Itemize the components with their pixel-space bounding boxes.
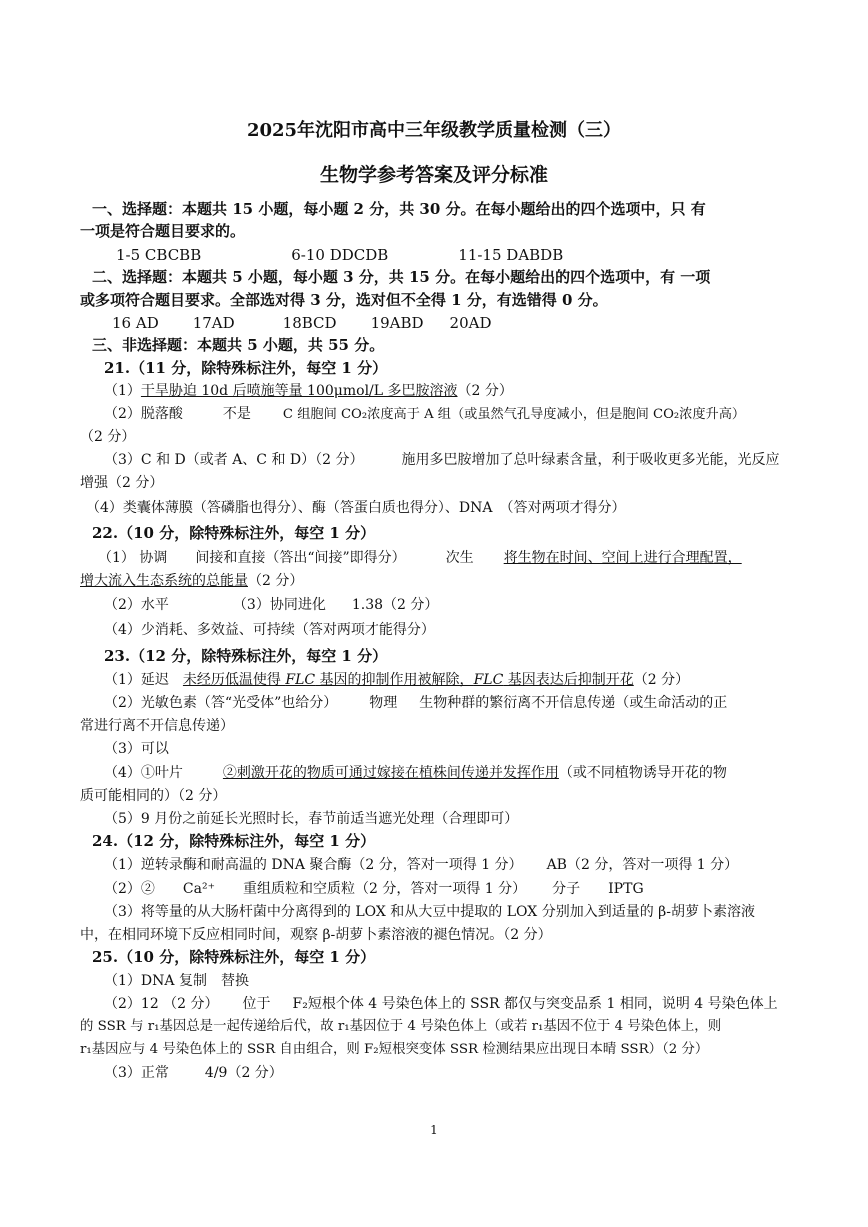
q23-answer-3: （3）可以 xyxy=(104,741,169,757)
q23-answer-1: （1）延迟 未经历低温使得 FLC 基因的抑制作用被解除，FLC 基因表达后抑制开花（2 分） xyxy=(104,672,690,688)
q24-answer-2: （2）② Ca²⁺ 重组质粒和空质粒（2 分，答对一项得 1 分） 分子 IPTG xyxy=(104,881,644,897)
section3-heading: 三、非选择题：本题共 5 小题，共 55 分。 xyxy=(92,336,385,354)
q25-answer-2-cont-1: 的 SSR 与 r₁基因总是一起传递给后代，故 r₁基因位于 4 号染色体上（或若 r₁基因不位于 4 号染色体上，则 xyxy=(80,1019,722,1034)
section1-line1: 一、选择题：本题共 15 小题，每小题 2 分，共 30 分。在每小题给出的四个选项中，只 有 xyxy=(92,200,706,218)
section1-answers xyxy=(116,246,563,264)
section2-line1: 二、选择题：本题共 5 小题，每小题 3 分，共 15 分。在每小题给出的四个选项中，有 一项 xyxy=(92,268,711,286)
document-subtitle: 生物学参考答案及评分标准 xyxy=(319,164,548,186)
answer-group: 6-10 DDCDB xyxy=(291,246,389,264)
q21-answer-1: （1）干旱胁迫 10d 后喷施等量 100μmol/L 多巴胺溶液（2 分） xyxy=(104,383,513,399)
answer-group: 19ABD xyxy=(370,314,424,332)
q23-answer-2-cont: 常进行离不开信息传递） xyxy=(80,718,234,734)
section2-line2: 或多项符合题目要求。全部选对得 3 分，选对但不全得 1 分，有选错得 0 分。 xyxy=(80,291,608,309)
q25-answer-1: （1）DNA 复制 替换 xyxy=(104,973,249,989)
section2-answers xyxy=(112,314,492,332)
q21-answer-4: （4）类囊体薄膜（答磷脂也得分）、酶（答蛋白质也得分）、DNA （答对两项才得分） xyxy=(86,500,626,516)
q24-answer-3: （3）将等量的从大肠杆菌中分离得到的 LOX 和从大豆中提取的 LOX 分别加入到适量的 β-胡萝卜素溶液 xyxy=(104,904,755,920)
q21-answer-3-cont: 增强（2 分） xyxy=(80,475,164,491)
q21-answer-2: （2）脱落酸 不是 C 组胞间 CO₂浓度高于 A 组（或虽然气孔导度减小，但是胞间 CO₂浓度升高） xyxy=(104,406,746,422)
answer-group: 11-15 DABDB xyxy=(458,246,564,264)
answer-group: 1-5 CBCBB xyxy=(116,246,202,264)
q23-answer-4: （4）①叶片 ②刺激开花的物质可通过嫁接在植株间传递并发挥作用（或不同植物诱导开花的物 xyxy=(104,765,727,781)
q23-answer-4-cont: 质可能相同的）（2 分） xyxy=(80,788,227,804)
answer-group: 16 AD xyxy=(112,314,159,332)
q24-answer-1: （1）逆转录酶和耐高温的 DNA 聚合酶（2 分，答对一项得 1 分） AB（2 分，答对一项得 1 分） xyxy=(104,857,739,873)
answer-group: 17AD xyxy=(192,314,235,332)
q22-answer-2-3: （2）水平 （3）协同进化 1.38（2 分） xyxy=(104,597,439,613)
q25-answer-2-cont-2: r₁基因应与 4 号染色体上的 SSR 自由组合，则 F₂短根突变体 SSR 检测结果应出现日本晴 SSR）（2 分） xyxy=(80,1042,709,1057)
q21-answer-2-cont: （2 分） xyxy=(80,429,136,445)
q23-answer-2: （2）光敏色素（答“光受体”也给分） 物理 生物种群的繁衍离不开信息传递（或生命活动的正 xyxy=(104,695,728,711)
section1-line2: 一项是符合题目要求的。 xyxy=(80,222,246,240)
q24-answer-3-cont: 中，在相同环境下反应相同时间，观察 β-胡萝卜素溶液的褪色情况。（2 分） xyxy=(80,927,552,943)
q21-heading: 21.（11 分，除特殊标注外，每空 1 分） xyxy=(104,359,388,377)
answer-group: 20AD xyxy=(449,314,492,332)
q24-heading: 24.（12 分，除特殊标注外，每空 1 分） xyxy=(92,832,376,850)
q21-answer-3: （3）C 和 D（或者 A、C 和 D）（2 分） 施用多巴胺增加了总叶绿素含量，利于吸收更多光能，光反应 xyxy=(104,452,780,468)
answer-group: 18BCD xyxy=(282,314,337,332)
page-number: 1 xyxy=(430,1123,438,1137)
q25-answer-2: （2）12 （2 分） 位于 F₂短根个体 4 号染色体上的 SSR 都仅与突变品系 1 相同，说明 4 号染色体上 xyxy=(104,996,778,1012)
q22-heading: 22.（10 分，除特殊标注外，每空 1 分） xyxy=(92,524,376,542)
q22-answer-1-cont: 增大流入生态系统的总能量（2 分） xyxy=(80,573,304,589)
q22-answer-4: （4）少消耗、多效益、可持续（答对两项才能得分） xyxy=(104,622,435,638)
q23-heading: 23.（12 分，除特殊标注外，每空 1 分） xyxy=(104,647,388,665)
q25-answer-3: （3）正常 4/9（2 分） xyxy=(104,1065,283,1081)
q25-heading: 25.（10 分，除特殊标注外，每空 1 分） xyxy=(92,948,376,966)
q22-answer-1: （1） 协调 间接和直接（答出“间接”即得分） 次生 将生物在时间、空间上进行合理配置， xyxy=(98,550,742,566)
document-title: 2025年沈阳市高中三年级教学质量检测（三） xyxy=(246,120,622,141)
q23-answer-5: （5）9 月份之前延长光照时长，春节前适当遮光处理（合理即可） xyxy=(104,811,519,827)
